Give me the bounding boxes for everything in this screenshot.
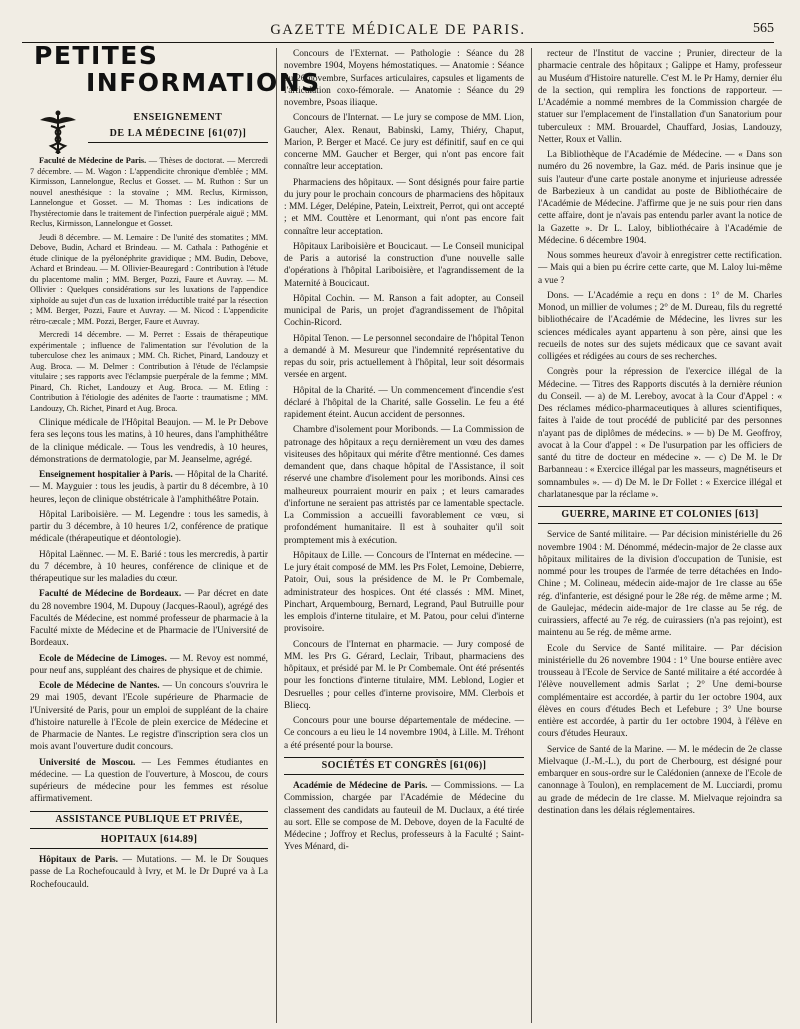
notice-title: Enseignement hospitalier à Paris. [39, 470, 173, 480]
column-divider [531, 48, 532, 1023]
notice-paragraph: La Bibliothèque de l'Académie de Médecine. — « Dans son numéro du 26 novembre, la Gaz. méd. de Paris insinue que je suis l'auteur d'une carte postale anonyme et injurieuse adressée de Barbezieux à un candidat au poste de Bibliothécaire de l'Académie de Médecine. J'affirme que je ne suis pour rien dans cette affaire, dont je n'avais pas entendu parler avant la notice de la Gazette ». Dr L. Laloy, bibliothécaire à l'Académie de Médecine. 6 décembre 1904. [538, 150, 782, 246]
running-title: GAZETTE MÉDICALE DE PARIS. [270, 22, 526, 38]
notice-body: Jeudi 8 décembre. — M. Lemaire : De l'unité des stomatites ; MM. Debove, Budin, Achard et Brindeau. — M. Cathala : Pathogénie et étude clinique de la pyélonéphrite gravidique ; MM. Budin, Debove, Achard et Brindeau. — M. Ollivier-Beauregard : Contribution à l'étude du placentome malin ; MM. Berger, Pozzi, Faure et Auvray. — M. Ollivier : Quelques considérations sur les luxations de l'appendice xiphoïde au sujet d'un cas de luxation irréductible traité par la résection ; MM. Berger, Pozzi, Faure et Auvray. — M. Nicod : L'appendicite rétro-cæcale ; MM. Pozzi, Berger, Faure et Auvray. [30, 232, 268, 326]
column-3-end [538, 529, 782, 817]
running-header [22, 20, 774, 43]
notice-paragraph [30, 549, 268, 586]
notice-paragraph: Nous sommes heureux d'avoir à enregistrer cette rectification. — Mais qui a bien pu écrire cette carte, que M. Laloy lui-même a vue ? [538, 251, 782, 286]
notice-paragraph [30, 588, 268, 649]
notice-title: Ecole de Médecine de Limoges. [39, 653, 167, 664]
notice-paragraph: Service de Santé de la Marine. — M. le médecin de 2e classe Mielvaque (J.-M.-L.), du port de Cherbourg, est désigné pour embarquer en sous-ordre sur le Calédonien (annexe de l'Ecole de canonnage à Toulon), en remplacement de M. Lucciardi, promu au grade de médecin de 1re classe. M. Mielvaque rejoindra sa destination dans les délais réglementaires. [538, 744, 782, 816]
notice-title: Ecole de Médecine de Nantes. [39, 681, 160, 691]
notice-title: Hôpitaux de Paris. [39, 855, 119, 865]
notice-paragraph [30, 330, 268, 414]
notice-body: Hôpital Laënnec. — M. E. Barié : tous les mercredis, à partir du 7 décembre, à 10 heures, conférence de clinique et de thérapeutique sur les maladies du cœur. [30, 549, 268, 584]
notice-paragraph [30, 854, 268, 891]
notice-paragraph [30, 233, 268, 328]
notice-paragraph: Pharmaciens des hôpitaux. — Sont désignés pour faire partie du jury pour le prochain concours de pharmaciens des hôpitaux : MM. Léger, Delépine, Patein, Leixtreit, Perrot, qui ont accepté ; et MM. Couttère et Lenormant, qui n'ont pas encore fait connaître leur acceptation. [284, 177, 524, 237]
notice-title: Faculté de Médecine de Paris. [39, 156, 147, 165]
hopitaux-rubric: HOPITAUX [614.89] [30, 834, 268, 849]
column-1-body [30, 156, 268, 806]
notice-paragraph: Concours de l'Externat. — Pathologie : Séance du 28 novembre 1904, Moyens hémostatiques. — Anatomie : Séance du 26 novembre, Surfaces articulaires, capsules et ligaments de l'articulation coxo-fémorale. — Anatomie : Séance du 29 novembre, Psoas iliaque. [284, 49, 524, 108]
notice-paragraph: Hôpital Tenon. — Le personnel secondaire de l'hôpital Tenon a demandé à M. Mesureur que l'indemnité représentative du repas du soir, pris actuellement à l'hôpital, leur soit désormais versée en argent. [284, 333, 524, 381]
column-3 [538, 48, 782, 1023]
notice-body: — Un concours s'ouvrira le 29 mai 1905, devant l'Ecole supérieure de Pharmacie de l'Université de Paris, pour un emploi de suppléant de la chaire d'histoire naturelle à l'Ecole de plein exercice de Médecine et de Pharmacie de Nantes. Le registre d'inscription sera clos un mois avant l'ouverture dudit concours. [30, 681, 268, 753]
notice-body: Mercredi 14 décembre. — M. Perret : Essais de thérapeutique expérimentale ; influence de l'alimentation sur l'évolution de la tuberculose chez les animaux ; MM. Ch. Richet, Pinard, Landouzy et Aug. Broca. — M. Delmer : Contribution à l'étude de l'éclampsie vitulaire ; ses rapports avec l'éclampsie puerpérale de la femme ; MM. Pinard, Ch. Richet, Landouzy et Aug. Broca. — M. Etling : Contribution à l'étiologie des adénites de l'aorte : traumatisme ; MM. Landouzy, Ch. Richet, Pinard et Aug. Broca. [30, 330, 268, 413]
notice-paragraph: Ecole du Service de Santé militaire. — Par décision ministérielle du 26 novembre 1904 : 1° Une bourse entière avec trousseau à l'Ecole de Service de Santé militaire a été accordée à l'élève nouvellement admis Sarlat ; 2° Une demi-bourse complémentaire est accordée, à partir du 1er octobre 1904, aux élèves en cours d'études Bech et Lefebure ; 3° Une bourse entière est accordée, à partir du 1er octobre 1904, à l'élève en cours d'études Heuraux. [538, 643, 782, 740]
heading-informations: INFORMATIONS [86, 68, 321, 97]
heading-petites: PETITES [34, 41, 159, 70]
notice-paragraph: Hôpital de la Charité. — Un commencement d'incendie s'est déclaré à l'hôpital de la Charité, salle Gosselin. Le feu a été rapidement éteint. Aucun accident de personnes. [284, 385, 524, 420]
notice-paragraph: Hôpital Cochin. — M. Ranson a fait adopter, au Conseil municipal de Paris, un projet d'agrandissement de l'hôpital Cochin-Ricord. [284, 293, 524, 329]
column-3-body [538, 48, 782, 501]
notice-paragraph [30, 417, 268, 466]
societes-rubric: SOCIÉTÉS ET CONGRÈS [61(06)] [284, 757, 524, 775]
guerre-rubric: GUERRE, MARINE ET COLONIES [613] [538, 506, 782, 524]
notice-paragraph: Chambre d'isolement pour Moribonds. — La Commission de patronage des hôpitaux a reçu dernièrement un vœu des dames visiteuses des hôpitaux qui mérite d'être mentionné. Ces dames demandent que, dans chaque hôpital de l'Assistance, il soit réservé une chambre d'isolement pour les moribonds. Ainsi ces malheureux pourraient mourir en paix ; et leurs camarades d'infortune ne seraient pas attristés par ce lamentable spectacle. La Commission a accueilli favorablement ce vœu, si profondément humanitaire. Il est à souhaiter qu'il soit promptement mis à exécution. [284, 425, 524, 546]
notice-paragraph [30, 757, 268, 806]
column-divider [276, 48, 277, 1023]
assistance-rubric: ASSISTANCE PUBLIQUE ET PRIVÉE, [30, 811, 268, 829]
notice-body: — Mutations. — M. le Dr Souques passe de La Rochefoucauld à Ivry, et M. le Dr Dupré va à La Rochefoucauld. [30, 855, 268, 890]
notice-body: Clinique médicale de l'Hôpital Beaujon. — M. le Pr Debove fera ses leçons tous les matins, à 10 heures, dans l'amphithéâtre de la clinique médicale. — Tous les vendredis, à 10 heures, démonstrations de dermatologie, par M. Jeanselme, agrégé. [30, 418, 268, 465]
notice-paragraph [30, 156, 268, 230]
notice-body: — Thèses de doctorat. — Mercredi 7 décembre. — M. Wagon : L'appendicite chronique d'emblée ; MM. Kirmisson, Lannelongue, Reclus et Gosset. — M. Ruthon : Sur un nouvel anesthésique : la stovaïne ; MM. Reclus, Kirmisson, Lannelongue et Gosset. — M. Thomas : Les indications de l'hystérectomie dans le traitement de l'infection puerpérale aiguë ; MM. Reclus, Kirmisson, Lannelongue et Gosset. [30, 156, 268, 228]
notice-paragraph [30, 509, 268, 546]
notice-paragraph [30, 653, 268, 678]
notice-body: — Hôpital de la Charité. — M. Mayguier : tous les jeudis, à partir du 8 décembre, à 10 heures, leçon de clinique obstétricale à l'amphithéâtre Potain. [30, 470, 268, 505]
caduceus-icon [34, 108, 82, 156]
notice-body: — Les Femmes étudiantes en médecine. — La question de l'ouverture, à Moscou, de cours supérieurs de médecine pour les femmes est résolue affirmativement. [30, 757, 268, 805]
notice-body: — M. Revoy est nommé, pour neuf ans, suppléant des chaires de physique et de chimie. [30, 653, 268, 676]
notice-paragraph [284, 780, 524, 854]
notice-paragraph [30, 680, 268, 754]
notice-paragraph: Service de Santé militaire. — Par décision ministérielle du 26 novembre 1904 : M. Dénommé, médecin-major de 2e classe aux hôpitaux militaires de la division d'occupation de Tunisie, est nommé pour les troupes de l'armée de terre détachées en Indo-Chine ; M. Colineau, médecin aide-major de 1re classe au 65e rég. d'infanterie, est désigné pour le 28e rég. de même arme ; M. de Gaulejac, médecin aide-major de 1re classe au 5e rég. de cuirassiers, affecté au 7e rég. de cuirassiers (n'a pas rejoint), est maintenu au 5e rég. de même arme. [538, 530, 782, 639]
notice-body: Hôpital Lariboisière. — M. Legendre : tous les samedis, à partir du 3 décembre, à 10 heures 1/2, conférence de pratique médicale (thérapeutique et déontologie). [30, 509, 268, 545]
notice-paragraph: Concours pour une bourse départementale de médecine. — Ce concours a eu lieu le 14 novembre 1904, à Lille. M. Tréhont a été présenté pour la bourse. [284, 716, 524, 751]
notice-body: — Par décret en date du 28 novembre 1904, M. Dupouy (Jacques-Raoul), agrégé des Facultés de Médecine, est nommé professeur de pharmacie à la Faculté mixte de Médecine et de Pharmacie de l'Université de Bordeaux. [30, 589, 268, 649]
notice-title: Université de Moscou. [39, 757, 136, 768]
notice-paragraph: Concours de l'Internat. — Le jury se compose de MM. Lion, Gaucher, Alex. Renaut, Babinski, Lamy, Thiéry, Chaput, Marion, P. Berger et Macé. Ce jury est définitif, sauf en ce qui concerne MM. Gaucher et Berger, qui n'ont pas encore fait connaître leur acceptation. [284, 113, 524, 173]
notice-paragraph: recteur de l'Institut de vaccine ; Prunier, directeur de la pharmacie centrale des hôpitaux ; Galippe et Hamy, professeur au Muséum d'Histoire naturelle. C'est M. le Pr Hamy, dernier élu de la section, qui remplira les fonctions de rapporteur. — L'Académie a nommé membres de la Commission chargée de statuer sur l'emplacement de l'installation d'un Sanatorium pour tuberculeux : MM. Brouardel, Chauffard, Josias, Landouzy, Netter, Roux et Vallin. [538, 49, 782, 145]
notice-paragraph: Dons. — L'Académie a reçu en dons : 1° de M. Charles Monod, un millier de volumes ; 2° de M. Dureau, fils du regretté bibliothécaire de l'Académie de Médecine, les livres sur les sciences médicales ayant appartenu à son père, ainsi que les recueils de notes sur des sujets médicaux que ce savant avait colligées et rédigées au cours de ses recherches. [538, 290, 782, 362]
column-2 [284, 48, 524, 1023]
notice-body: — Commissions. — La Commission, chargée par l'Académie de Médecine du classement des candidats au fauteuil de M. Duclaux, a été tirée au sort. Elle se compose de M. Debove, doyen de la Faculté de Médecine ; Joffroy et Reclus, professeurs à la Faculté ; Saint-Yves Ménard, di- [284, 781, 524, 853]
enseignement-rubric: DE LA MÉDECINE [61(07)] [88, 128, 268, 143]
column-1 [30, 41, 321, 1023]
enseignement-label: ENSEIGNEMENT [133, 112, 223, 123]
notice-paragraph: Concours de l'Internat en pharmacie. — Jury composé de MM. les Prs G. Gérard, Leclair, Tribaut, pharmaciens des hôpitaux, et présidé par M. le Pr Combemale. Ont été présentés pour les fonctions d'interne titulaire, MM. Leblond, Logier et Desruelles ; pour celles d'interne provisoire, MM. Clerbois et Bliecq. [284, 639, 524, 711]
notice-title: Faculté de Médecine de Bordeaux. [39, 589, 182, 600]
notice-paragraph: Hôpitaux Lariboisière et Boucicaut. — Le Conseil municipal de Paris a autorisé la construction d'une nouvelle salle d'opérations à l'hôpital Lariboisière, et l'agrandissement de la Maternité à Boucicaut. [284, 241, 524, 289]
section-heading [30, 41, 321, 156]
page-number: 565 [753, 21, 774, 36]
notice-paragraph [30, 469, 268, 506]
notice-paragraph: Hôpitaux de Lille. — Concours de l'Internat en médecine. — Le jury était composé de MM. les Prs Folet, Lemoine, Debierre, Patoir, Oui, sous la présidence de M. le Pr Combemale, administrateur des hospices. Ont été classés : MM. Minet, Pinchart, Arquembourg, Bernard, Legrand, Paul Butruille pour les emplois d'interne titulaire, et M. Patou, pour celui d'interne provisoire. [284, 550, 524, 635]
column-2-body [284, 48, 524, 752]
notice-paragraph: Congrès pour la répression de l'exercice illégal de la Médecine. — Titres des Rapports discutés à la dernière réunion du Conseil. — a) de M. Lereboy, avocat à la Cour d'Appel : « Des réclames médico-pharmaceutiques à allures scientifiques, faites à l'aide de tout procédé de publicité par des personnes n'ayant pas de diplômes de médecins. » — b) De M. Geoffroy, avocat à la Cour d'appel : « De l'usurpation par les officiers de santé du titre de docteur en médecine ». — c) De M. le Dr Barbanneau : « Exercice illégal par les masseurs, magnétiseurs et somnambules ». — d) De M. le Dr Follet : « Exercice illégal et charlatanesque par la réclame ». [538, 367, 782, 500]
notice-title: Académie de Médecine de Paris. [293, 781, 428, 791]
